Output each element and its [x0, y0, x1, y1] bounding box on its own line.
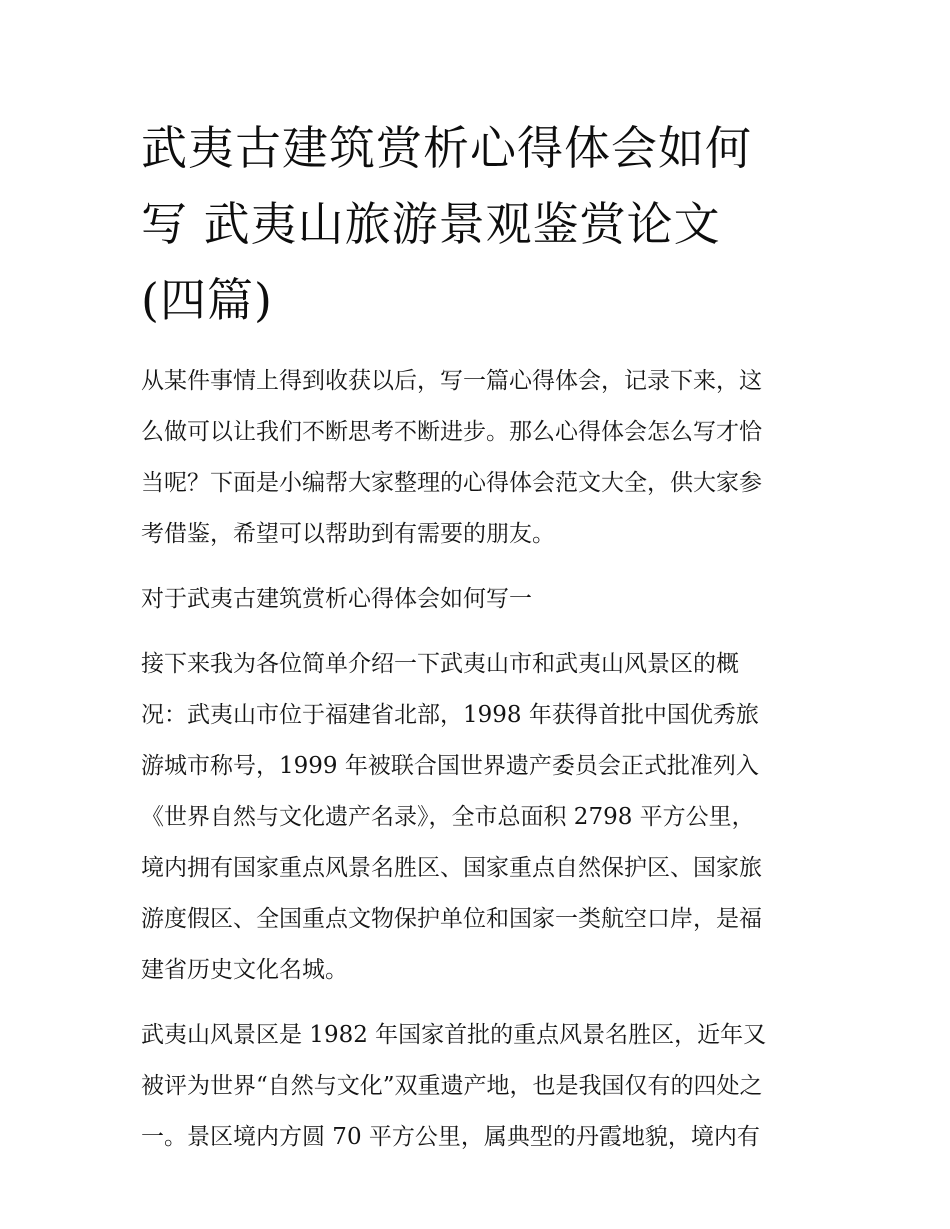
- title-line: 武夷古建筑赏析心得体会如何: [141, 121, 752, 175]
- text-line: 么做可以让我们不断思考不断进步。那么心得体会怎么写才恰: [141, 419, 762, 445]
- text-line: 一。景区境内方圆 70 平方公里，属典型的丹霞地貌，境内有: [141, 1124, 760, 1150]
- text-line: 被评为世界“自然与文化”双重遗产地，也是我国仅有的四处之: [141, 1073, 763, 1099]
- body-paragraph: [141, 639, 813, 996]
- text-line: 况：武夷山市位于福建省北部，1998 年获得首批中国优秀旅: [141, 702, 759, 728]
- document-content: [141, 110, 813, 1177]
- document-title: [141, 110, 813, 338]
- title-line: 写 武夷山旅游景观鉴赏论文: [141, 197, 721, 251]
- text-line: 游城市称号，1999 年被联合国世界遗产委员会正式批准列入: [141, 753, 759, 779]
- text-line: 对于武夷古建筑赏析心得体会如何写一: [141, 586, 532, 612]
- text-line: 游度假区、全国重点文物保护单位和国家一类航空口岸，是福: [141, 906, 762, 932]
- text-line: 从某件事情上得到收获以后，写一篇心得体会，记录下来，这: [141, 368, 762, 394]
- text-line: 境内拥有国家重点风景名胜区、国家重点自然保护区、国家旅: [141, 855, 762, 881]
- body-paragraph: [141, 1010, 813, 1163]
- text-line: 当呢？下面是小编帮大家整理的心得体会范文大全，供大家参: [141, 470, 762, 496]
- title-line: (四篇): [141, 273, 273, 327]
- text-line: 《世界自然与文化遗产名录》，全市总面积 2798 平方公里，: [141, 804, 755, 830]
- document-body: [141, 356, 813, 1163]
- text-line: 接下来我为各位简单介绍一下武夷山市和武夷山风景区的概: [141, 651, 739, 677]
- section-heading: [141, 574, 813, 625]
- text-line: 考借鉴，希望可以帮助到有需要的朋友。: [141, 521, 555, 547]
- intro-paragraph: [141, 356, 813, 560]
- text-line: 建省历史文化名城。: [141, 957, 348, 983]
- text-line: 武夷山风景区是 1982 年国家首批的重点风景名胜区，近年又: [141, 1022, 767, 1048]
